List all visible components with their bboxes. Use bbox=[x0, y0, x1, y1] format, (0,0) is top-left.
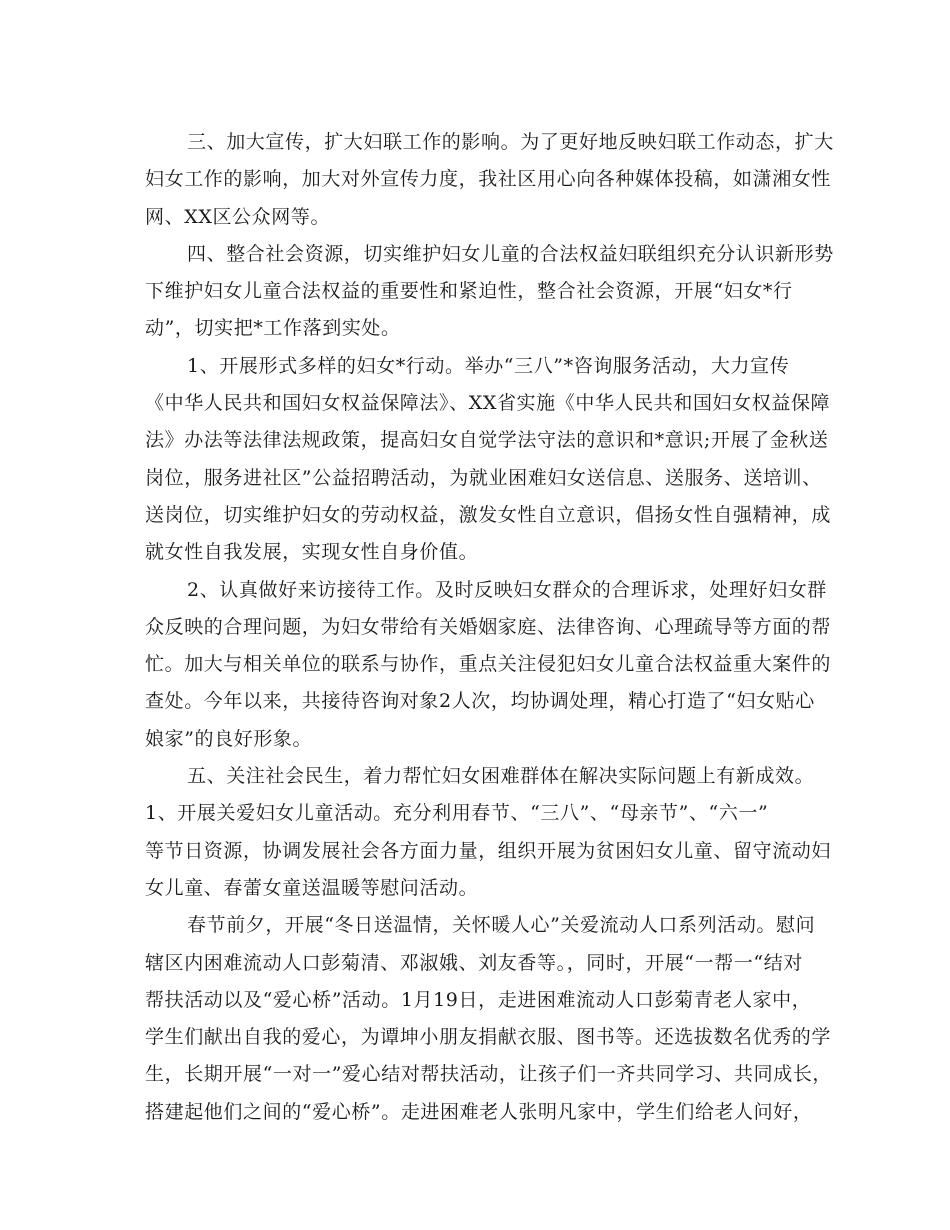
text-line: 下维护妇女儿童合法权益的重要性和紧迫性，整合社会资源，开展“妇女*行 bbox=[145, 280, 793, 303]
text-line: 动”，切实把*工作落到实处。 bbox=[145, 317, 401, 340]
text-line: 送岗位，切实维护妇女的劳动权益，激发女性自立意识，倡扬女性自强精神，成 bbox=[145, 503, 832, 526]
text-line: 查处。今年以来，共接待咨询对象2人次，均协调处理，精心打造了“妇女贴心 bbox=[145, 690, 815, 713]
text-line: 1、开展形式多样的妇女*行动。举办“三八”*咨询服务活动，大力宣传 bbox=[187, 354, 790, 377]
text-line: 辖区内困难流动人口彭菊清、邓淑娥、刘友香等。，同时，开展“一帮一“结对 bbox=[145, 951, 803, 974]
text-line: 五、关注社会民生，着力帮忙妇女困难群体在解决实际问题上有新成效。 bbox=[187, 765, 815, 788]
text-line: 三、加大宣传，扩大妇联工作的影响。为了更好地反映妇联工作动态，扩大 bbox=[187, 131, 834, 153]
text-line: 搭建起他们之间的“爱心桥”。走进困难老人张明凡家中，学生们给老人问好， bbox=[145, 1100, 813, 1123]
text-line: 等节日资源，协调发展社会各方面力量，组织开展为贫困妇女儿童、留守流动妇 bbox=[145, 839, 832, 862]
text-line: 1、开展关爱妇女儿童活动。充分利用春节、“三八”、“母亲节”、“六一” bbox=[145, 802, 769, 825]
text-line: 四、整合社会资源，切实维护妇女儿童的合法权益妇联组织充分认识新形势 bbox=[187, 242, 834, 265]
text-line: 《中华人民共和国妇女权益保障法》、XX省实施《中华人民共和国妇女权益保障 bbox=[145, 392, 831, 415]
text-line: 网、XX区公众网等。 bbox=[145, 205, 331, 228]
text-line: 忙。加大与相关单位的联系与协作，重点关注侵犯妇女儿童合法权益重大案件的 bbox=[145, 653, 832, 676]
text-line: 法》办法等法律法规政策，提高妇女自觉学法守法的意识和*意识;开展了金秋送 bbox=[145, 429, 829, 452]
text-line: 帮扶活动以及“爱心桥”活动。1月19日，走进困难流动人口彭菊青老人家中， bbox=[145, 988, 812, 1011]
text-line: 妇女工作的影响，加大对外宣传力度，我社区用心向各种媒体投稿，如潇湘女性 bbox=[145, 168, 832, 191]
text-line: 就女性自我发展，实现女性自身价值。 bbox=[145, 541, 479, 564]
document-body bbox=[145, 124, 834, 1131]
text-line: 春节前夕，开展“冬日送温情，关怀暖人心”关爱流动人口系列活动。慰问 bbox=[187, 914, 816, 937]
text-line: 岗位，服务进社区”公益招聘活动，为就业困难妇女送信息、送服务、送培训、 bbox=[145, 466, 822, 489]
text-line: 2、认真做好来访接待工作。及时反映妇女群众的合理诉求，处理好妇女群 bbox=[187, 578, 827, 601]
text-line: 学生们献出自我的爱心，为谭坤小朋友捐献衣服、图书等。还选拔数名优秀的学 bbox=[145, 1026, 832, 1049]
text-line: 娘家”的良好形象。 bbox=[145, 727, 313, 750]
text-line: 生，长期开展“一对一”爱心结对帮扶活动，让孩子们一齐共同学习、共同成长， bbox=[145, 1063, 833, 1086]
text-line: 女儿童、春蕾女童送温暖等慰问活动。 bbox=[145, 876, 479, 899]
text-line: 众反映的合理问题，为妇女带给有关婚姻家庭、法律咨询、心理疏导等方面的帮 bbox=[145, 615, 832, 638]
